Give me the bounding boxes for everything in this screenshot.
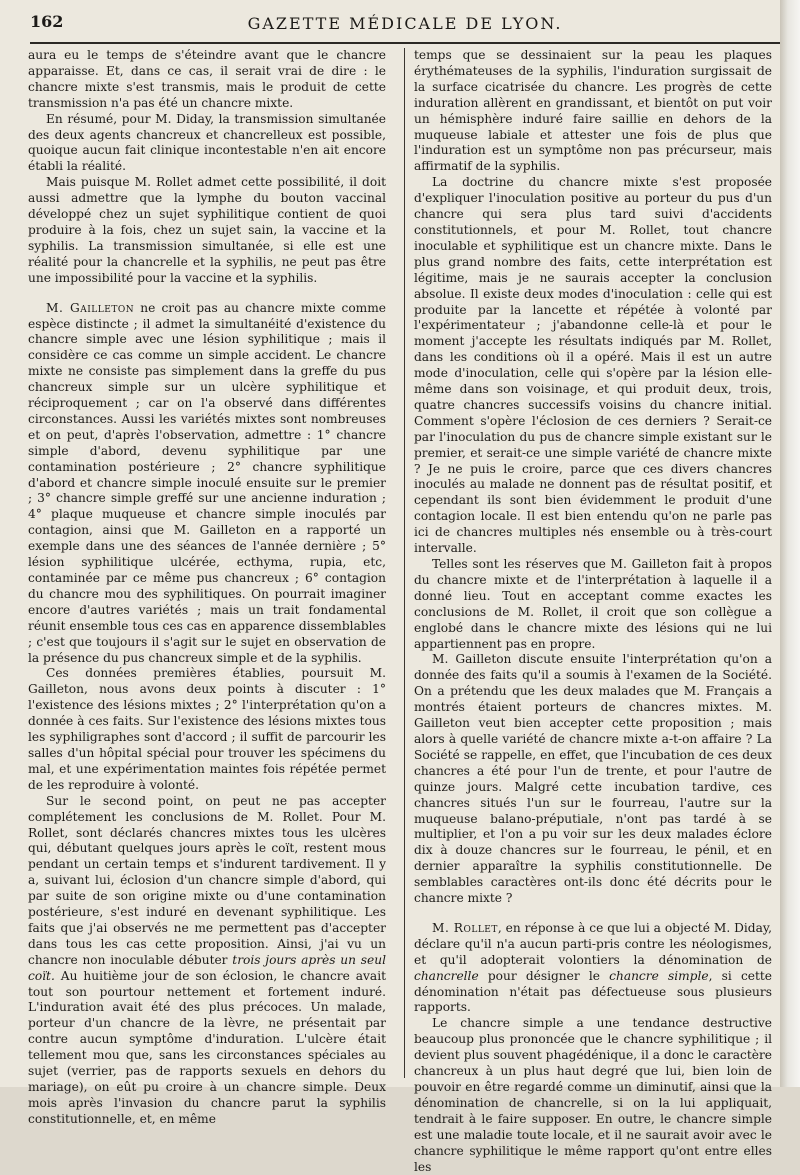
paragraph: M. Gailleton ne croit pas au chancre mixte comme espèce distincte ; il admet la simultanéité d'existence du chancre simple avec une lésion syphilitique ; mais il considère ce cas comme un simple accident. Le chancre mixte ne consiste pas simplement dans la greffe du pus chancreux simple sur un ulcère syphilitique et réciproquement ; car on l'a observé dans différentes circonstances. Aussi les variétés mixtes sont nombreuses et on peut, d'après l'observation, admettre : 1° chancre simple d'abord, devenu syphilitique par une contamination postérieure ; 2° chancre syphilitique d'abord et chancre simple inoculé ensuite sur le premier ; 3° chancre simple greffé sur une ancienne induration ; 4° plaque muqueuse et chancre simple inoculés par contagion, ainsi que M. Gailleton en a rapporté un exemple dans une des séances de l'année dernière ; 5° lésion syphilitique ulcérée, ecthyma, rupia, etc, contaminée par ce même pus chancreux ; 6° contagion du chancre mou des syphilitiques. On pourrait imaginer encore d'autres variétés ; mais un trait fondamental réunit ensemble tous ces cas en apparence dissemblables ; c'est que toujours il s'agit sur le sujet en observation de la présence du pus chancreux simple et de la syphilis. <box>28 300 386 665</box>
paragraph: M. Rollet, en réponse à ce que lui a objecté M. Diday, déclare qu'il n'a aucun parti-pris contre les néologismes, et qu'il adopterait volontiers la dénomination de chancrelle pour désigner le chancre simple, si cette dénomination n'était pas défectueuse sous plusieurs rapports. <box>414 920 773 1015</box>
paragraph: Le chancre simple a une tendance destructive beaucoup plus prononcée que le chancre syphilitique ; il devient plus souvent phagédénique, il a donc le caractère chancreux à un plus haut degré que lui, bien loin de pouvoir en être regardé comme un diminutif, ainsi que la dénomination de chancrelle, si on la lui appliquait, tendrait à le faire supposer. En outre, le chancre simple est une maladie toute locale, et il ne saurait avoir avec le chancre syphilitique le même rapport qu'ont entre elles les <box>414 1016 772 1174</box>
paragraph: Ces données premières établies, poursuit M. Gailleton, nous avons deux points à discuter : 1° l'existence des lésions mixtes ; 2° l'interprétation qu'on a donnée à ces faits. Sur l'existence des lésions mixtes tous les syphiligraphes sont d'accord ; il suffit de parcourir les salles d'un hôpital spécial pour trouver les spécimens du mal, et une expérimentation maintes fois répétée permet de les reproduire à volonté. <box>28 666 386 792</box>
page-edge <box>780 0 800 1087</box>
paragraph: En résumé, pour M. Diday, la transmission simultanée des deux agents chancreux et chancrelleux est possible, quoique aucun fait clinique incontestable n'en ait encore établi la réalité. <box>28 111 386 174</box>
right-column <box>414 48 773 1174</box>
paragraph: La doctrine du chancre mixte s'est proposée d'expliquer l'inoculation positive au porteur du pus d'un chancre qui sera plus tard suivi d'accidents constitutionnels, et pour M. Rollet, tout chancre inoculable et syphilitique est un chancre mixte. Dans le plus grand nombre des faits, cette interprétation est légitime, mais je ne saurais accepter la conclusion absolue. Il existe deux modes d'inoculation : celle qui est produite par la lancette et répétée à volonté par l'expérimentateur ; j'abandonne celle-là et pour le moment j'accepte les résultats indiqués par M. Rollet, dans les conditions où il a opéré. Mais il est un autre mode d'inoculation, celle qui s'opère par la lésion elle-même dans son voisinage, et qui produit deux, trois, quatre chancres successifs voisins du chancre initial. Comment s'opère l'éclosion de ces derniers ? Serait-ce par l'inoculation du pus de chancre simple existant sur le premier, et serait-ce une simple variété de chancre mixte ? Je ne puis le croire, parce que ces divers chancres inoculés au malade ne donnent pas de résultat positif, et cependant ils sont bien évidemment le produit d'une contagion locale. Il est bien entendu qu'on ne parle pas ici de chancres multiples nés ensemble ou à très-court intervalle. <box>414 175 772 556</box>
paragraph: M. Gailleton discute ensuite l'interprétation qu'on a donnée des faits qu'il a soumis à l'examen de la Société. On a prétendu que les deux malades que M. Français a montrés étaient porteurs de chancres mixtes. M. Gailleton veut bien accepter cette proposition ; mais alors à quelle variété de chancre mixte a-t-on affaire ? La Société se rappelle, en effet, que l'incubation de ces deux chancres a été pour l'un de trente, et pour l'autre de quinze jours. Malgré cette incubation tardive, ces chancres situés l'un sur le fourreau, l'autre sur la muqueuse balano-préputiale, n'ont pas tardé à se multiplier, et l'on a pu voir sur les deux malades éclore dix à douze chancres sur le fourreau, le pénil, et en dernier apparaître la syphilis constitutionnelle. De semblables caractères ont-ils donc été décrits pour le chancre mixte ? <box>414 652 772 906</box>
italic-phrase: trois jours après un seul coït. <box>28 952 386 983</box>
speaker-name: M. Gailleton <box>46 300 135 315</box>
paragraph: aura eu le temps de s'éteindre avant que le chancre apparaisse. Et, dans ce cas, il serait vrai de dire : le chancre mixte s'est transmis, mais le produit de cette transmission n'a pas été un chancre mixte. <box>28 48 386 110</box>
page-header <box>30 8 780 44</box>
speaker-name: M. Rollet <box>432 920 498 935</box>
page-number: 162 <box>30 12 64 31</box>
italic-term: chancrelle <box>414 968 479 983</box>
left-column <box>28 48 386 1126</box>
paragraph: temps que se dessinaient sur la peau les plaques érythémateuses de la syphilis, l'induration surgissait de la surface cicatrisée du chancre. Les progrès de cette induration allèrent en grandissant, et bientôt on put voir un hémisphère induré faire saillie en dehors de la muqueuse labiale et attester une fois de plus que l'induration est un symptôme non pas précurseur, mais affirmatif de la syphilis. <box>414 48 772 174</box>
journal-title: GAZETTE MÉDICALE DE LYON. <box>247 14 563 33</box>
italic-term: chancre simple <box>609 968 709 983</box>
paragraph: Sur le second point, on peut ne pas accepter complétement les conclusions de M. Rollet. Pour M. Rollet, sont déclarés chancres mixtes tous les ulcères qui, débutant quelques jours après le coït, restent mous pendant un certain temps et s'indurent tardivement. Il y a, suivant lui, éclosion d'un chancre simple d'abord, qui par suite de son origine mixte ou d'une contamination postérieure, s'est induré en devenant syphilitique. Les faits que j'ai observés ne me permettent pas d'accepter dans tous les cas cette proposition. Ainsi, j'ai vu un chancre non inoculable débuter trois jours après un seul coït. Au huitième jour de son éclosion, le chancre avait tout son pourtour nettement et fortement induré. L'induration avait été des plus précoces. Un malade, porteur d'un chancre de la lèvre, ne présentait par contre aucun symptôme d'induration. L'ulcère était tellement mou que, sans les circonstances spéciales au sujet (verrier, pas de rapports sexuels en dehors du mariage), on eût pu croire à un chancre simple. Deux mois après l'invasion du chancre parut la syphilis constitutionnelle, et, en même <box>28 793 386 1126</box>
paragraph: Mais puisque M. Rollet admet cette possibilité, il doit aussi admettre que la lymphe du bouton vaccinal développé chez un sujet syphilitique contient de quoi produire à la fois, chez un sujet sain, la vaccine et la syphilis. La transmission simultanée, si elle est une réalité pour la chancrelle et la syphilis, ne peut pas être une impossibilité pour la vaccine et la syphilis. <box>28 175 386 285</box>
column-divider <box>404 48 405 1078</box>
paragraph: Telles sont les réserves que M. Gailleton fait à propos du chancre mixte et de l'interprétation à laquelle il a donné lieu. Tout en acceptant comme exactes les conclusions de M. Rollet, il croit que son collègue a englobé dans le chancre mixte des lésions qui ne lui appartiennent pas en propre. <box>414 557 772 651</box>
